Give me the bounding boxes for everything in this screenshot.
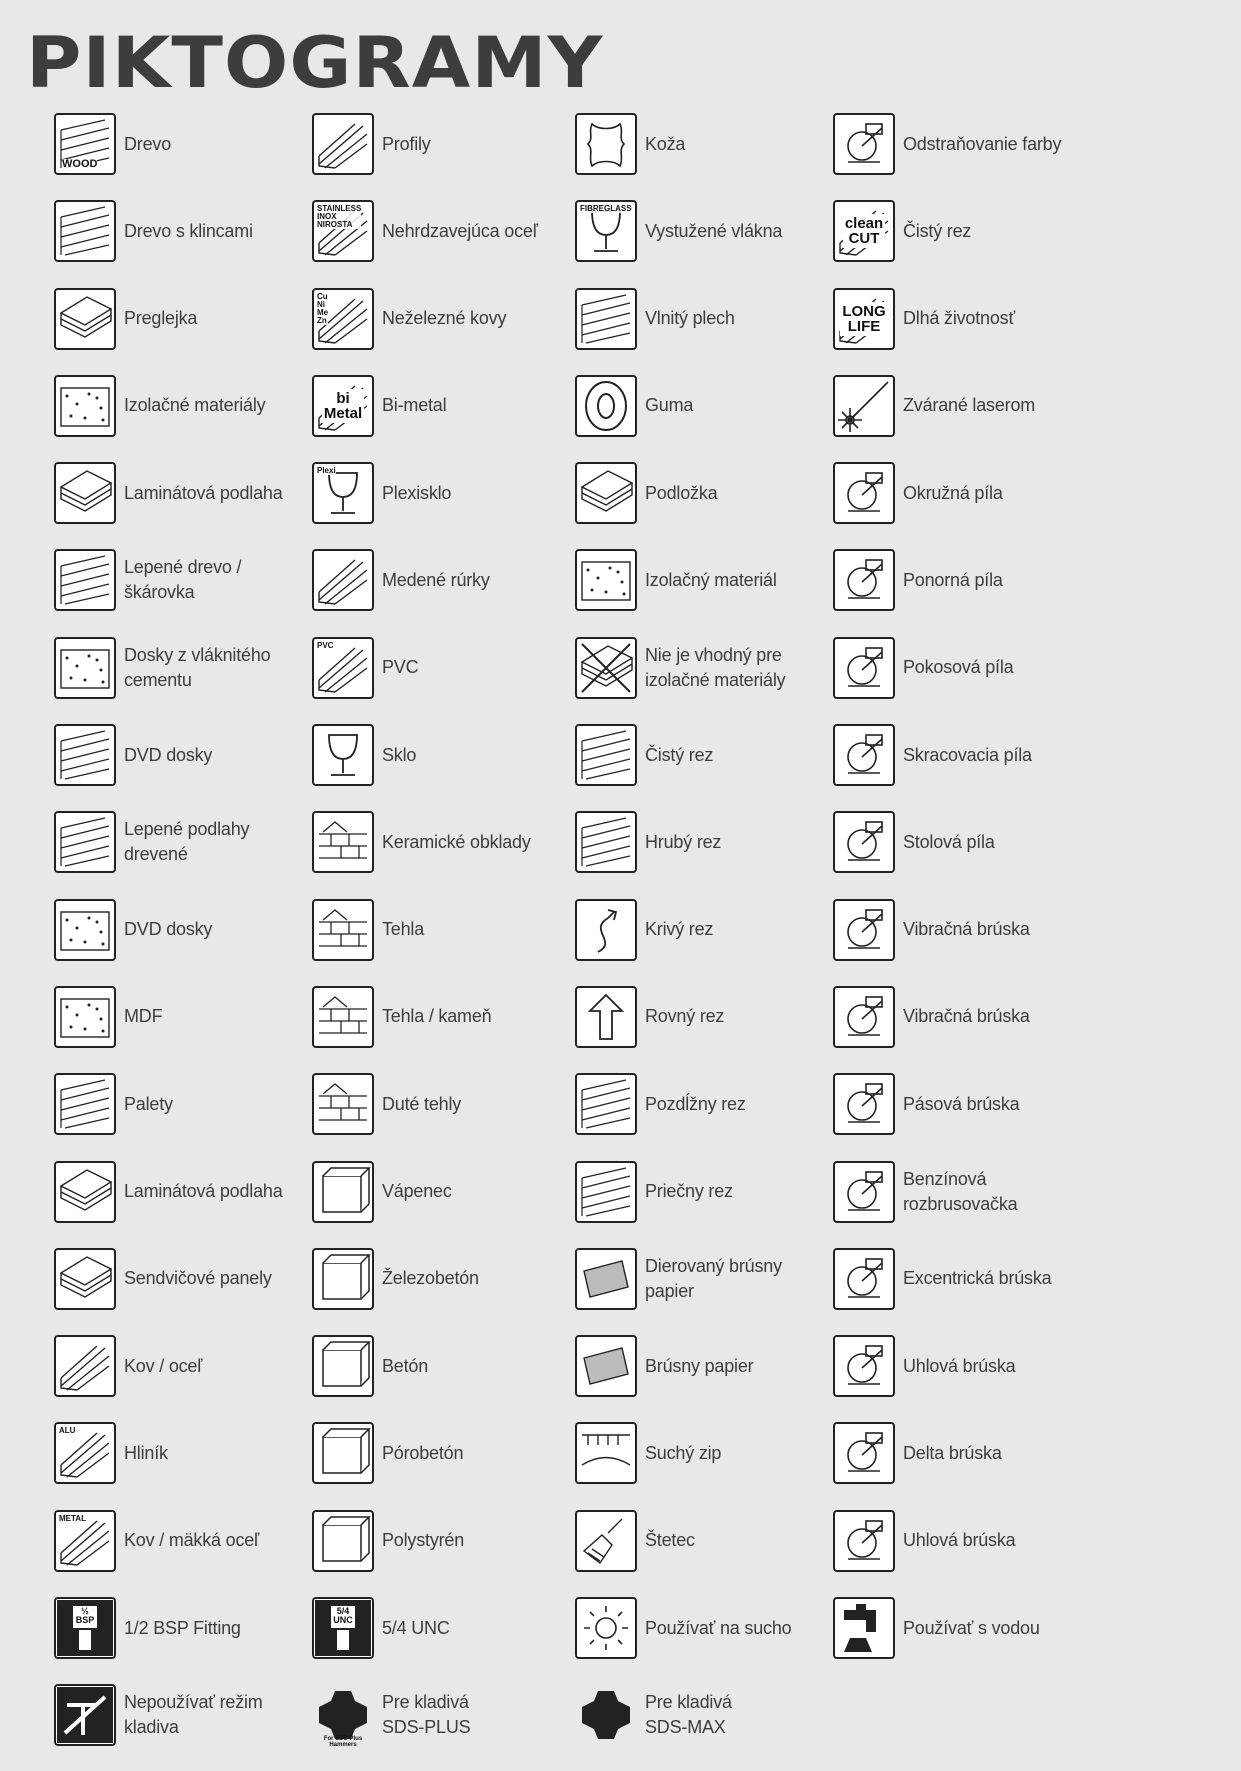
pictogram-label: Lepené drevo / škárovka bbox=[124, 557, 242, 603]
pictogram-label: Pokosová píla bbox=[903, 657, 1014, 678]
pictogram-entry bbox=[54, 1247, 312, 1311]
pictogram-label: Brúsny papier bbox=[645, 1355, 754, 1376]
pictogram-label: Dlhá životnosť bbox=[903, 308, 1016, 329]
mitre-saw-icon bbox=[833, 637, 895, 699]
pictogram-entry bbox=[575, 1072, 833, 1136]
pictogram-label: Pásová brúska bbox=[903, 1093, 1020, 1114]
insulation-material-icon bbox=[575, 549, 637, 611]
pictogram-label: Kov / mäkká oceľ bbox=[124, 1530, 260, 1551]
pictogram-entry bbox=[833, 1421, 1133, 1485]
pictogram-label: Plexisklo bbox=[382, 482, 452, 503]
pictogram-entry bbox=[575, 199, 833, 263]
pictogram-label: Polystyrén bbox=[382, 1530, 465, 1551]
pictogram-entry bbox=[312, 1247, 575, 1311]
pictogram-label: Skracovacia píla bbox=[903, 744, 1032, 765]
angle-grinder-2-icon bbox=[833, 1510, 895, 1572]
pictogram-label: Vibračná brúska bbox=[903, 1006, 1030, 1027]
laminate-floor-icon bbox=[54, 462, 116, 524]
pictogram-tag: WOOD bbox=[62, 158, 98, 170]
pictogram-label: Keramické obklady bbox=[382, 831, 531, 852]
pictogram-tag: ½ BSP bbox=[75, 1606, 95, 1626]
pictogram-label: Pre kladivá SDS-MAX bbox=[645, 1692, 732, 1738]
pictogram-entry bbox=[54, 1421, 312, 1485]
pictogram-entry bbox=[312, 199, 575, 263]
copper-pipes-icon bbox=[312, 549, 374, 611]
pictogram-tag: 5/4 UNC bbox=[333, 1606, 353, 1626]
dvd-board-2-icon bbox=[54, 899, 116, 961]
laminate-floor-2-icon bbox=[54, 1161, 116, 1223]
aluminium-icon bbox=[54, 1422, 116, 1484]
perforated-sandpaper-icon bbox=[575, 1248, 637, 1310]
pictogram-entry bbox=[575, 1683, 833, 1747]
leather-icon bbox=[575, 113, 637, 175]
pictogram-label: Priečny rez bbox=[645, 1181, 733, 1202]
pictogram-entry bbox=[833, 723, 1133, 787]
sds-max-icon bbox=[575, 1684, 637, 1746]
pictogram-tag: LONG LIFE bbox=[842, 302, 886, 335]
pictogram-entry bbox=[54, 1334, 312, 1398]
pictogram-entry bbox=[833, 1160, 1133, 1224]
use-with-water-icon bbox=[833, 1597, 895, 1659]
cross-cut-icon bbox=[575, 1161, 637, 1223]
pictogram-label: Krivý rez bbox=[645, 919, 714, 940]
pictogram-entry bbox=[833, 1247, 1133, 1311]
pictogram-label: Nie je vhodný pre izolačné materiály bbox=[645, 644, 786, 690]
mdf-icon bbox=[54, 986, 116, 1048]
bi-metal-icon bbox=[312, 375, 374, 437]
pictogram-entry bbox=[575, 1509, 833, 1573]
glued-wood-floor-icon bbox=[54, 811, 116, 873]
pictogram-entry bbox=[312, 1509, 575, 1573]
pictogram-label: Delta brúska bbox=[903, 1442, 1002, 1463]
hollow-bricks-icon bbox=[312, 1073, 374, 1135]
delta-sander-icon bbox=[833, 1422, 895, 1484]
not-for-insulation-icon bbox=[575, 637, 637, 699]
unc-fitting-icon bbox=[312, 1597, 374, 1659]
pictogram-entry bbox=[312, 898, 575, 962]
pictogram-entry bbox=[54, 199, 312, 263]
pictogram-label: Tehla / kameň bbox=[382, 1006, 492, 1027]
pictogram-entry bbox=[54, 1596, 312, 1660]
rubber-tyre-icon bbox=[575, 375, 637, 437]
metal-steel-icon bbox=[54, 1335, 116, 1397]
pictogram-tag: For SDS-Plus Hammers bbox=[323, 1736, 363, 1747]
curved-cut-icon bbox=[575, 899, 637, 961]
pvc-icon bbox=[312, 637, 374, 699]
pictogram-entry bbox=[833, 1509, 1133, 1573]
pictogram-label: Čistý rez bbox=[903, 220, 972, 241]
pictogram-entry bbox=[312, 287, 575, 351]
pictogram-label: Odstraňovanie farby bbox=[903, 133, 1062, 154]
pictogram-entry bbox=[312, 461, 575, 525]
pictogram-entry bbox=[312, 1596, 575, 1660]
pictogram-entry bbox=[575, 1247, 833, 1311]
pictogram-entry bbox=[833, 985, 1133, 1049]
page-title: PIKTOGRAMY bbox=[26, 22, 604, 104]
pictogram-entry bbox=[833, 199, 1133, 263]
mild-steel-icon bbox=[54, 1510, 116, 1572]
pictogram-entry bbox=[833, 1596, 1133, 1660]
long-life-icon bbox=[833, 288, 895, 350]
ceramic-tiles-icon bbox=[312, 811, 374, 873]
pictogram-entry bbox=[312, 1072, 575, 1136]
wood-icon bbox=[54, 113, 116, 175]
rough-cut-icon bbox=[575, 811, 637, 873]
pictogram-entry bbox=[54, 723, 312, 787]
concrete-icon bbox=[312, 1335, 374, 1397]
pictogram-label: Palety bbox=[124, 1093, 173, 1114]
pictogram-grid bbox=[54, 112, 1214, 1771]
rip-cut-icon bbox=[575, 1073, 637, 1135]
plywood-icon bbox=[54, 288, 116, 350]
pictogram-entry bbox=[833, 374, 1133, 438]
pictogram-entry bbox=[54, 636, 312, 700]
hook-and-loop-icon bbox=[575, 1422, 637, 1484]
reinforced-concrete-icon bbox=[312, 1248, 374, 1310]
pictogram-label: Izolačné materiály bbox=[124, 395, 266, 416]
pictogram-label: Medené rúrky bbox=[382, 569, 490, 590]
pictogram-label: Štetec bbox=[645, 1530, 695, 1551]
pictogram-tag: clean CUT bbox=[844, 215, 884, 248]
pictogram-entry bbox=[833, 1334, 1133, 1398]
aerated-concrete-icon bbox=[312, 1422, 374, 1484]
pictogram-entry bbox=[575, 723, 833, 787]
pictogram-label: 5/4 UNC bbox=[382, 1617, 450, 1638]
pictogram-tag: ALU bbox=[59, 1426, 76, 1436]
pictogram-label: Zvárané laserom bbox=[903, 395, 1036, 416]
pictogram-label: Vibračná brúska bbox=[903, 919, 1030, 940]
pictogram-label: Koža bbox=[645, 133, 686, 154]
pictogram-entry bbox=[833, 461, 1133, 525]
sds-plus-icon bbox=[312, 1684, 374, 1746]
pictogram-entry bbox=[54, 1683, 312, 1747]
pictogram-label: Laminátová podlaha bbox=[124, 482, 283, 503]
pictogram-entry bbox=[54, 810, 312, 874]
wood-with-nails-icon bbox=[54, 200, 116, 262]
pictogram-entry bbox=[575, 1160, 833, 1224]
pictogram-entry bbox=[575, 548, 833, 612]
pictogram-entry bbox=[312, 374, 575, 438]
pictogram-label: Tehla bbox=[382, 919, 425, 940]
insulation-materials-icon bbox=[54, 375, 116, 437]
pictogram-label: Nepoužívať režim kladiva bbox=[124, 1692, 263, 1738]
circular-saw-icon bbox=[833, 462, 895, 524]
pictogram-label: Izolačný materiál bbox=[645, 569, 777, 590]
pictogram-label: Dierovaný brúsny papier bbox=[645, 1255, 782, 1301]
pictogram-entry bbox=[54, 985, 312, 1049]
pictogram-label: Okružná píla bbox=[903, 482, 1003, 503]
pictogram-label: PVC bbox=[382, 657, 419, 678]
pictogram-entry bbox=[54, 1160, 312, 1224]
pictogram-tag: METAL bbox=[59, 1513, 86, 1523]
pictogram-entry bbox=[575, 374, 833, 438]
pictogram-entry bbox=[312, 1334, 575, 1398]
pictogram-entry bbox=[833, 636, 1133, 700]
fibreglass-icon bbox=[575, 200, 637, 262]
pictogram-entry bbox=[312, 112, 575, 176]
glass-icon bbox=[312, 724, 374, 786]
pictogram-label: Používať s vodou bbox=[903, 1617, 1040, 1638]
petrol-cutter-icon bbox=[833, 1161, 895, 1223]
dvd-board-icon bbox=[54, 724, 116, 786]
pictogram-label: Ponorná píla bbox=[903, 569, 1003, 590]
pictogram-label: Pozdĺžny rez bbox=[645, 1093, 746, 1114]
pictogram-label: Pre kladivá SDS-PLUS bbox=[382, 1692, 471, 1738]
pictogram-label: Rovný rez bbox=[645, 1006, 725, 1027]
pictogram-label: Nehrdzavejúca oceľ bbox=[382, 220, 538, 241]
brush-icon bbox=[575, 1510, 637, 1572]
pictogram-tag: PVC bbox=[317, 640, 334, 650]
underlay-icon bbox=[575, 462, 637, 524]
pictogram-entry bbox=[312, 1160, 575, 1224]
pictogram-entry bbox=[312, 810, 575, 874]
pictogram-label: Profily bbox=[382, 133, 431, 154]
pictogram-label: Neželezné kovy bbox=[382, 308, 507, 329]
pictogram-label: Lepené podlahy drevené bbox=[124, 819, 250, 865]
pictogram-label: Vlnitý plech bbox=[645, 308, 735, 329]
pictogram-entry bbox=[54, 287, 312, 351]
pictogram-label: Drevo bbox=[124, 133, 172, 154]
pictogram-entry bbox=[575, 112, 833, 176]
pictogram-label: Drevo s klincami bbox=[124, 220, 253, 241]
belt-sander-icon bbox=[833, 1073, 895, 1135]
no-hammer-mode-icon bbox=[54, 1684, 116, 1746]
pictogram-tag: STAINLESS INOX NIROSTA bbox=[317, 204, 362, 230]
pictogram-entry bbox=[575, 985, 833, 1049]
pictogram-label: Benzínová rozbrusovačka bbox=[903, 1168, 1018, 1214]
pictogram-label: Bi-metal bbox=[382, 395, 447, 416]
polystyrene-icon bbox=[312, 1510, 374, 1572]
fibre-cement-board-icon bbox=[54, 637, 116, 699]
orbital-sander-icon bbox=[833, 899, 895, 961]
pictogram-label: Suchý zip bbox=[645, 1442, 722, 1463]
eccentric-sander-icon bbox=[833, 1248, 895, 1310]
pictogram-entry bbox=[312, 636, 575, 700]
pictogram-label: Vystužené vlákna bbox=[645, 220, 783, 241]
pictogram-entry bbox=[54, 548, 312, 612]
pictogram-tag: Cu Ni Me Zn bbox=[317, 291, 329, 325]
pictogram-label: Stolová píla bbox=[903, 831, 995, 852]
pictogram-entry bbox=[312, 548, 575, 612]
pictogram-entry bbox=[833, 112, 1133, 176]
pictogram-label: Uhlová brúska bbox=[903, 1355, 1016, 1376]
straight-cut-icon bbox=[575, 986, 637, 1048]
pictogram-label: Čistý rez bbox=[645, 744, 714, 765]
table-saw-icon bbox=[833, 811, 895, 873]
pictogram-label: Preglejka bbox=[124, 308, 198, 329]
brick-icon bbox=[312, 899, 374, 961]
pictogram-tag: bi Metal bbox=[323, 389, 363, 422]
pictogram-entry bbox=[54, 112, 312, 176]
brick-stone-icon bbox=[312, 986, 374, 1048]
chop-saw-icon bbox=[833, 724, 895, 786]
orbital-sander-2-icon bbox=[833, 986, 895, 1048]
pictogram-entry bbox=[575, 461, 833, 525]
non-ferrous-metals-icon bbox=[312, 288, 374, 350]
pictogram-label: Podložka bbox=[645, 482, 718, 503]
clean-cut-icon bbox=[833, 200, 895, 262]
pictogram-label: Pórobetón bbox=[382, 1442, 464, 1463]
plunge-saw-icon bbox=[833, 549, 895, 611]
profiles-icon bbox=[312, 113, 374, 175]
pictogram-entry bbox=[575, 636, 833, 700]
pictogram-entry bbox=[312, 985, 575, 1049]
pictogram-label: Sklo bbox=[382, 744, 417, 765]
sandwich-panels-icon bbox=[54, 1248, 116, 1310]
pictogram-label: MDF bbox=[124, 1006, 163, 1027]
pictogram-label: 1/2 BSP Fitting bbox=[124, 1617, 241, 1638]
pictogram-label: Guma bbox=[645, 395, 694, 416]
limestone-icon bbox=[312, 1161, 374, 1223]
pictogram-entry bbox=[312, 1683, 575, 1747]
pictogram-entry bbox=[575, 1334, 833, 1398]
pictogram-label: Duté tehly bbox=[382, 1093, 462, 1114]
clean-cut-wood-icon bbox=[575, 724, 637, 786]
pictogram-label: Používať na sucho bbox=[645, 1617, 792, 1638]
pictogram-label: Laminátová podlaha bbox=[124, 1181, 283, 1202]
pictogram-label: DVD dosky bbox=[124, 919, 213, 940]
pictogram-label: DVD dosky bbox=[124, 744, 213, 765]
stainless-steel-icon bbox=[312, 200, 374, 262]
pictogram-entry bbox=[833, 810, 1133, 874]
laser-welded-icon bbox=[833, 375, 895, 437]
pictogram-label: Hliník bbox=[124, 1442, 168, 1463]
pictogram-entry bbox=[575, 898, 833, 962]
pictogram-label: Uhlová brúska bbox=[903, 1530, 1016, 1551]
bsp-fitting-icon bbox=[54, 1597, 116, 1659]
pictogram-entry bbox=[575, 1596, 833, 1660]
pictogram-label: Betón bbox=[382, 1355, 429, 1376]
pictogram-label: Vápenec bbox=[382, 1181, 452, 1202]
corrugated-sheet-icon bbox=[575, 288, 637, 350]
paint-removal-icon bbox=[833, 113, 895, 175]
pictogram-entry bbox=[312, 723, 575, 787]
pictogram-entry bbox=[54, 1072, 312, 1136]
pictogram-entry bbox=[833, 548, 1133, 612]
angle-grinder-icon bbox=[833, 1335, 895, 1397]
pictogram-label: Excentrická brúska bbox=[903, 1268, 1052, 1289]
pictogram-entry bbox=[54, 374, 312, 438]
pictogram-tag: FIBREGLASS bbox=[580, 204, 632, 214]
pictogram-label: Sendvičové panely bbox=[124, 1268, 272, 1289]
sandpaper-icon bbox=[575, 1335, 637, 1397]
pictogram-tag: Plexi bbox=[317, 466, 336, 476]
pictogram-entry bbox=[54, 898, 312, 962]
glued-wood-icon bbox=[54, 549, 116, 611]
pictogram-label: Železobetón bbox=[382, 1268, 479, 1289]
pictogram-entry bbox=[575, 287, 833, 351]
pictogram-entry bbox=[575, 1421, 833, 1485]
pictogram-entry bbox=[833, 287, 1133, 351]
pictogram-entry bbox=[833, 1072, 1133, 1136]
pallets-icon bbox=[54, 1073, 116, 1135]
pictogram-entry bbox=[833, 898, 1133, 962]
pictogram-label: Kov / oceľ bbox=[124, 1355, 203, 1376]
pictogram-entry bbox=[312, 1421, 575, 1485]
pictogram-label: Dosky z vláknitého cementu bbox=[124, 644, 271, 690]
pictogram-entry bbox=[575, 810, 833, 874]
pictogram-label: Hrubý rez bbox=[645, 831, 722, 852]
pictogram-entry bbox=[54, 461, 312, 525]
use-dry-icon bbox=[575, 1597, 637, 1659]
pictogram-entry bbox=[54, 1509, 312, 1573]
plexiglass-icon bbox=[312, 462, 374, 524]
